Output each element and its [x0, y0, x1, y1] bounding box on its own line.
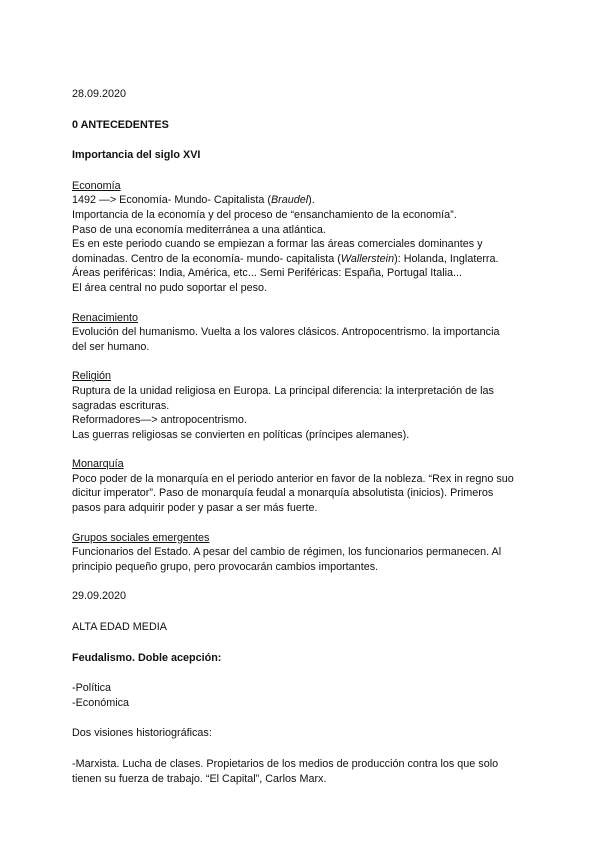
- section-title-monarquia: Monarquía: [72, 458, 124, 471]
- renacimiento-line-2: del ser humano.: [72, 340, 150, 353]
- economia-line-4: Es en este periodo cuando se empiezan a formar las áreas comerciales dominantes y: [72, 238, 483, 251]
- section-economia: [72, 179, 532, 296]
- author-wallerstein: Wallerstein: [340, 252, 395, 265]
- religion-line-4: Las guerras religiosas se convierten en políticas (príncipes alemanes).: [72, 428, 410, 441]
- section-grupos: [72, 531, 532, 575]
- grupos-line-1: Funcionarios del Estado. A pesar del cambio de régimen, los funcionarios permanecen. Al: [72, 546, 502, 559]
- marxista-line-2: tienen su fuerza de trabajo. “El Capital”, Carlos Marx.: [72, 772, 327, 785]
- document-content: [72, 87, 532, 786]
- feudalismo-heading: Feudalismo. Doble acepción:: [72, 651, 222, 664]
- sub-heading: Importancia del siglo XVI: [72, 149, 201, 162]
- section-religion: [72, 369, 532, 442]
- date-2: 29.09.2020: [72, 590, 127, 603]
- monarquia-line-1: Poco poder de la monarquía en el periodo anterior en favor de la nobleza. “Rex in regno suo: [72, 472, 514, 485]
- alta-edad-media-heading: ALTA EDAD MEDIA: [72, 621, 167, 634]
- section-monarquia: [72, 457, 532, 515]
- economia-line-3: Paso de una economía mediterránea a una atlántica.: [72, 223, 326, 236]
- economia-line-6: Áreas periféricas: India, América, etc... Semi Periféricas: España, Portugal Italia...: [72, 267, 463, 280]
- marxista-line-1: -Marxista. Lucha de clases. Propietarios de los medios de producción contra los que solo: [72, 758, 499, 770]
- economia-line-2: Importancia de la economía y del proceso de “ensanchamiento de la economía”.: [72, 208, 457, 221]
- religion-line-2: sagradas escrituras.: [72, 399, 170, 412]
- grupos-line-2: principio pequeño grupo, pero provocarán cambios importantes.: [72, 560, 379, 573]
- economia-line-1: 1492 —> Economía- Mundo- Capitalista (Braudel).: [72, 194, 315, 207]
- section-renacimiento: [72, 311, 532, 355]
- renacimiento-line-1: Evolución del humanismo. Vuelta a los valores clásicos. Antropocentrismo. la importancia: [72, 326, 500, 339]
- section-title-renacimiento: Renacimiento: [72, 311, 139, 324]
- feudalismo-item-politica: -Política: [72, 682, 112, 695]
- main-heading: 0 ANTECEDENTES: [72, 118, 169, 131]
- monarquia-line-3: pasos para adquirir poder y pasar a ser más fuerte.: [72, 502, 318, 515]
- section-title-religion: Religión: [72, 370, 112, 383]
- feudalismo-item-economica: -Económica: [72, 696, 130, 709]
- section-title-grupos: Grupos sociales emergentes: [72, 531, 210, 544]
- economia-line-7: El área central no pudo soportar el peso.: [72, 281, 268, 294]
- economia-line-5: dominadas. Centro de la economía- mundo- capitalista (Wallerstein): Holanda, Inglaterra.: [72, 252, 499, 265]
- religion-line-3: Reformadores—> antropocentrismo.: [72, 414, 247, 427]
- author-braudel: Braudel: [270, 194, 309, 207]
- religion-line-1: Ruptura de la unidad religiosa en Europa. La principal diferencia: la interpretación de las: [72, 384, 494, 397]
- monarquia-line-2: dicitur imperator”. Paso de monarquía feudal a monarquía absolutista (inicios). Primeros: [72, 487, 494, 500]
- date-1: 28.09.2020: [72, 88, 127, 100]
- visiones-line: Dos visiones historiográficas:: [72, 727, 212, 740]
- section-title-economia: Economía: [72, 179, 121, 192]
